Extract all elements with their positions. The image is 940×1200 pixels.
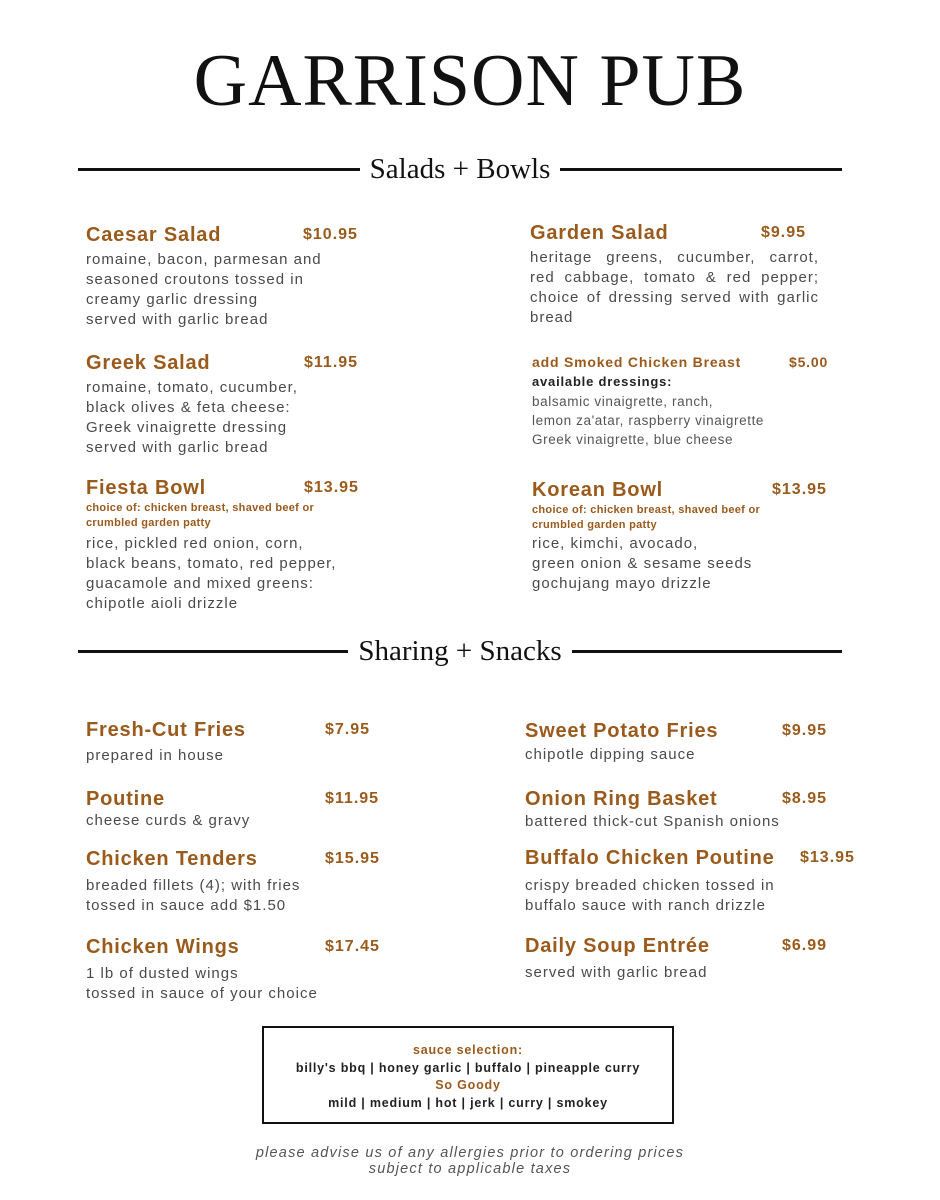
item-description: served with garlic bread xyxy=(525,964,708,981)
dressings-list: balsamic vinaigrette, ranch, lemon za'atar, raspberry vinaigrette Greek vinaigrette, blue cheese xyxy=(532,394,765,447)
item-description: 1 lb of dusted wings tossed in sauce of your choice xyxy=(86,965,318,1002)
item-price: $17.45 xyxy=(325,938,380,955)
item-description: romaine, tomato, cucumber, black olives & feta cheese: Greek vinaigrette dressing served with garlic bread xyxy=(86,379,298,456)
item-price: $7.95 xyxy=(325,721,371,738)
item-price: $11.95 xyxy=(304,354,359,371)
item-price: $9.95 xyxy=(782,722,828,739)
item-name: Fiesta Bowl xyxy=(86,477,206,499)
item-name: Garden Salad xyxy=(530,222,669,244)
item-price: $11.95 xyxy=(325,790,380,807)
menu-item-daily-soup xyxy=(525,935,835,985)
section-title: Salads + Bowls xyxy=(369,152,551,185)
item-description: rice, pickled red onion, corn, black beans, tomato, red pepper, guacamole and mixed greens: chipotle aioli drizzle xyxy=(86,535,337,612)
item-description: breaded fillets (4); with fries tossed in sauce add $1.50 xyxy=(86,877,301,914)
item-name: Greek Salad xyxy=(86,352,211,374)
item-choice: choice of: chicken breast, shaved beef or crumbled garden patty xyxy=(532,504,761,531)
item-description: cheese curds & gravy xyxy=(86,812,251,829)
section-header-sharing xyxy=(78,634,842,668)
item-price: $8.95 xyxy=(782,790,828,807)
item-description: prepared in house xyxy=(86,747,224,764)
item-name: Chicken Wings xyxy=(86,936,240,958)
addon-price: $5.00 xyxy=(789,354,829,370)
item-name: Sweet Potato Fries xyxy=(525,720,719,742)
addon-name: add Smoked Chicken Breast xyxy=(532,354,742,370)
item-price: $13.95 xyxy=(800,849,855,866)
menu-item-greek-salad xyxy=(86,352,386,462)
item-price: $9.95 xyxy=(761,224,807,241)
menu-item-fiesta-bowl xyxy=(86,477,386,617)
menu-item-caesar-salad xyxy=(86,224,386,334)
item-description: chipotle dipping sauce xyxy=(525,746,696,763)
item-name: Daily Soup Entrée xyxy=(525,935,710,957)
item-name: Chicken Tenders xyxy=(86,848,258,870)
sauce-brand: So Goody xyxy=(435,1078,501,1092)
sauce-label: sauce selection: xyxy=(412,1043,524,1057)
item-price: $15.95 xyxy=(325,850,380,867)
item-price: $6.99 xyxy=(782,937,828,954)
item-price: $13.95 xyxy=(772,481,827,498)
item-name: Poutine xyxy=(86,788,165,810)
menu-item-buffalo-chicken-poutine xyxy=(525,847,865,919)
menu-item-chicken-wings xyxy=(86,936,416,1008)
item-description: heritage greens, cucumber, carrot, red cabbage, tomato & red pepper; choice of dressing served with garlic bread xyxy=(530,249,819,326)
item-description: rice, kimchi, avocado, green onion & sesame seeds gochujang mayo drizzle xyxy=(532,535,753,592)
item-name: Buffalo Chicken Poutine xyxy=(525,847,775,869)
divider-line xyxy=(78,168,360,171)
item-name: Onion Ring Basket xyxy=(525,788,718,810)
menu-item-sweet-potato-fries xyxy=(525,720,835,766)
item-name: Korean Bowl xyxy=(532,479,664,501)
menu-item-onion-ring-basket xyxy=(525,788,835,834)
divider-line xyxy=(572,650,842,653)
item-description: crispy breaded chicken tossed in buffalo sauce with ranch drizzle xyxy=(525,877,775,914)
sauce-list: billy's bbq | honey garlic | buffalo | pineapple curry xyxy=(295,1060,641,1075)
item-price: $10.95 xyxy=(303,226,358,243)
dressings-label: available dressings: xyxy=(532,374,673,389)
section-title: Sharing + Snacks xyxy=(358,634,562,667)
section-header-salads xyxy=(78,152,842,186)
item-choice: choice of: chicken breast, shaved beef or crumbled garden patty xyxy=(86,502,315,529)
divider-line xyxy=(560,168,842,171)
item-description: battered thick-cut Spanish onions xyxy=(525,813,780,830)
addon-and-dressings xyxy=(532,354,837,454)
divider-line xyxy=(78,650,348,653)
item-price: $13.95 xyxy=(304,479,359,496)
item-name: Fresh-Cut Fries xyxy=(86,719,246,741)
menu-item-poutine xyxy=(86,788,406,834)
item-name: Caesar Salad xyxy=(86,224,222,246)
pub-title: GARRISON PUB xyxy=(193,40,747,122)
item-description: romaine, bacon, parmesan and seasoned croutons tossed in creamy garlic dressing served with garlic bread xyxy=(86,251,322,328)
heat-levels: mild | medium | hot | jerk | curry | smokey xyxy=(328,1095,608,1110)
menu-item-korean-bowl xyxy=(532,479,837,599)
menu-item-fresh-cut-fries xyxy=(86,719,406,769)
menu-item-chicken-tenders xyxy=(86,848,406,920)
sauce-selection-box xyxy=(262,1026,674,1124)
menu-item-garden-salad xyxy=(530,222,820,332)
allergy-note: please advise us of any allergies prior to ordering prices subject to applicable taxes xyxy=(255,1145,685,1177)
